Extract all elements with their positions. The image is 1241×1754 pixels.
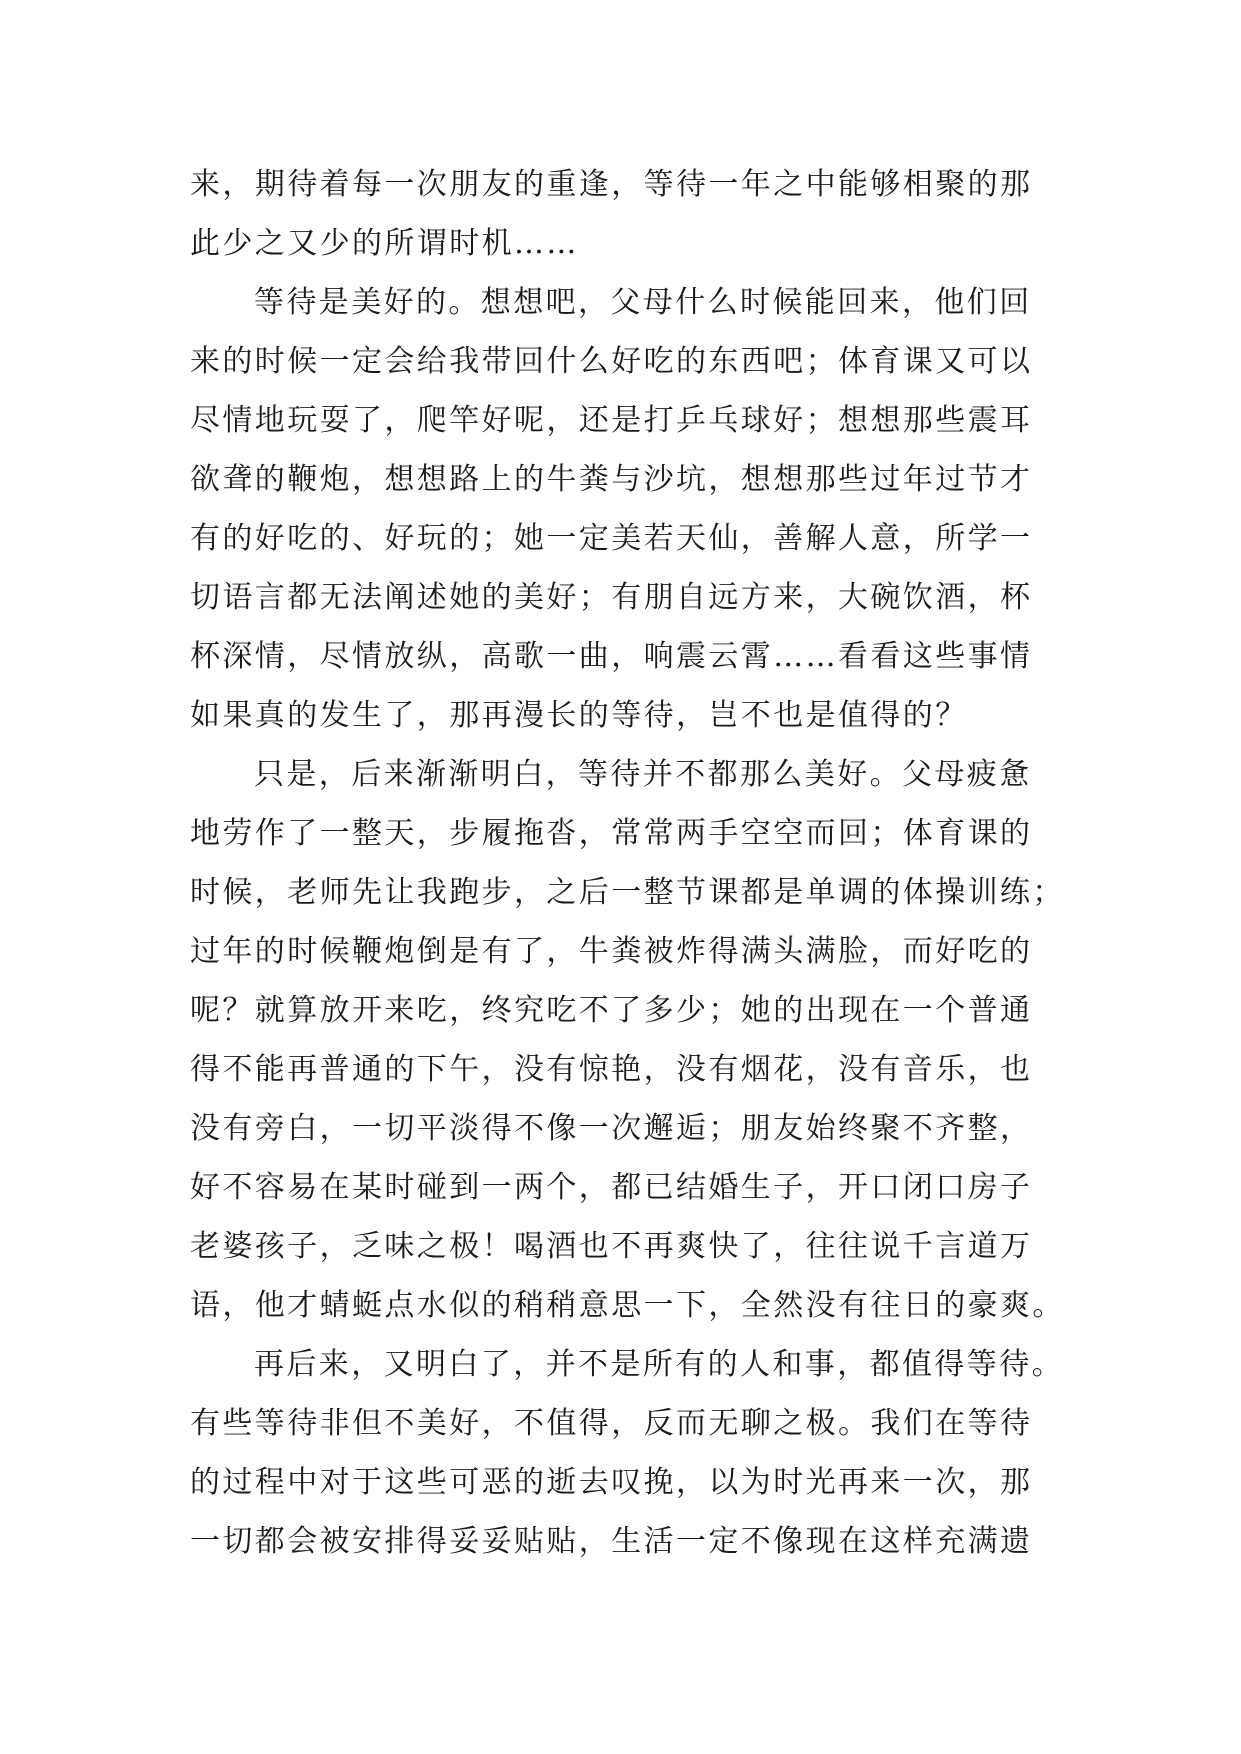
text-line: 杯深情，尽情放纵，高歌一曲，响震云霄……看看这些事情 [190, 639, 1033, 674]
text-line: 有些等待非但不美好，不值得，反而无聊之极。我们在等待 [190, 1406, 1033, 1441]
text-line: 此少之又少的所谓时机…… [190, 226, 579, 261]
text-line: 没有旁白，一切平淡得不像一次邂逅；朋友始终聚不齐整， [190, 1111, 1033, 1146]
text-line: 好不容易在某时碰到一两个，都已结婚生子，开口闭口房子 [190, 1170, 1033, 1205]
text-line: 过年的时候鞭炮倒是有了，牛粪被炸得满头满脸，而好吃的 [190, 934, 1033, 969]
text-line: 来，期待着每一次朋友的重逢，等待一年之中能够相聚的那 [190, 167, 1033, 202]
body-text [190, 155, 1065, 1571]
text-line: 时候，老师先让我跑步，之后一整节课都是单调的体操训练； [190, 875, 1065, 910]
text-line: 尽情地玩耍了，爬竿好呢，还是打乒乓球好；想想那些震耳 [190, 403, 1033, 438]
text-line: 老婆孩子，乏味之极！喝酒也不再爽快了，往往说千言道万 [190, 1229, 1033, 1264]
text-line: 呢？就算放开来吃，终究吃不了多少；她的出现在一个普通 [190, 993, 1033, 1028]
text-line: 有的好吃的、好玩的；她一定美若天仙，善解人意，所学一 [190, 521, 1033, 556]
text-line: 如果真的发生了，那再漫长的等待，岂不也是值得的？ [190, 698, 968, 733]
text-line: 欲聋的鞭炮，想想路上的牛粪与沙坑，想想那些过年过节才 [190, 462, 1033, 497]
paragraph-start-line: 只是，后来渐渐明白，等待并不都那么美好。父母疲惫 [254, 757, 1032, 792]
paragraph-start-line: 再后来，又明白了，并不是所有的人和事，都值得等待。 [254, 1347, 1064, 1382]
text-line: 来的时候一定会给我带回什么好吃的东西吧；体育课又可以 [190, 344, 1033, 379]
text-line: 得不能再普通的下午，没有惊艳，没有烟花，没有音乐，也 [190, 1052, 1033, 1087]
paragraph-start-line: 等待是美好的。想想吧，父母什么时候能回来，他们回 [254, 285, 1032, 320]
text-line: 一切都会被安排得妥妥贴贴，生活一定不像现在这样充满遗 [190, 1524, 1033, 1559]
text-line: 切语言都无法阐述她的美好；有朋自远方来，大碗饮酒，杯 [190, 580, 1033, 615]
text-line: 语，他才蜻蜓点水似的稍稍意思一下，全然没有往日的豪爽。 [190, 1288, 1065, 1323]
text-line: 地劳作了一整天，步履拖沓，常常两手空空而回；体育课的 [190, 816, 1033, 851]
text-line: 的过程中对于这些可恶的逝去叹挽，以为时光再来一次，那 [190, 1465, 1033, 1500]
